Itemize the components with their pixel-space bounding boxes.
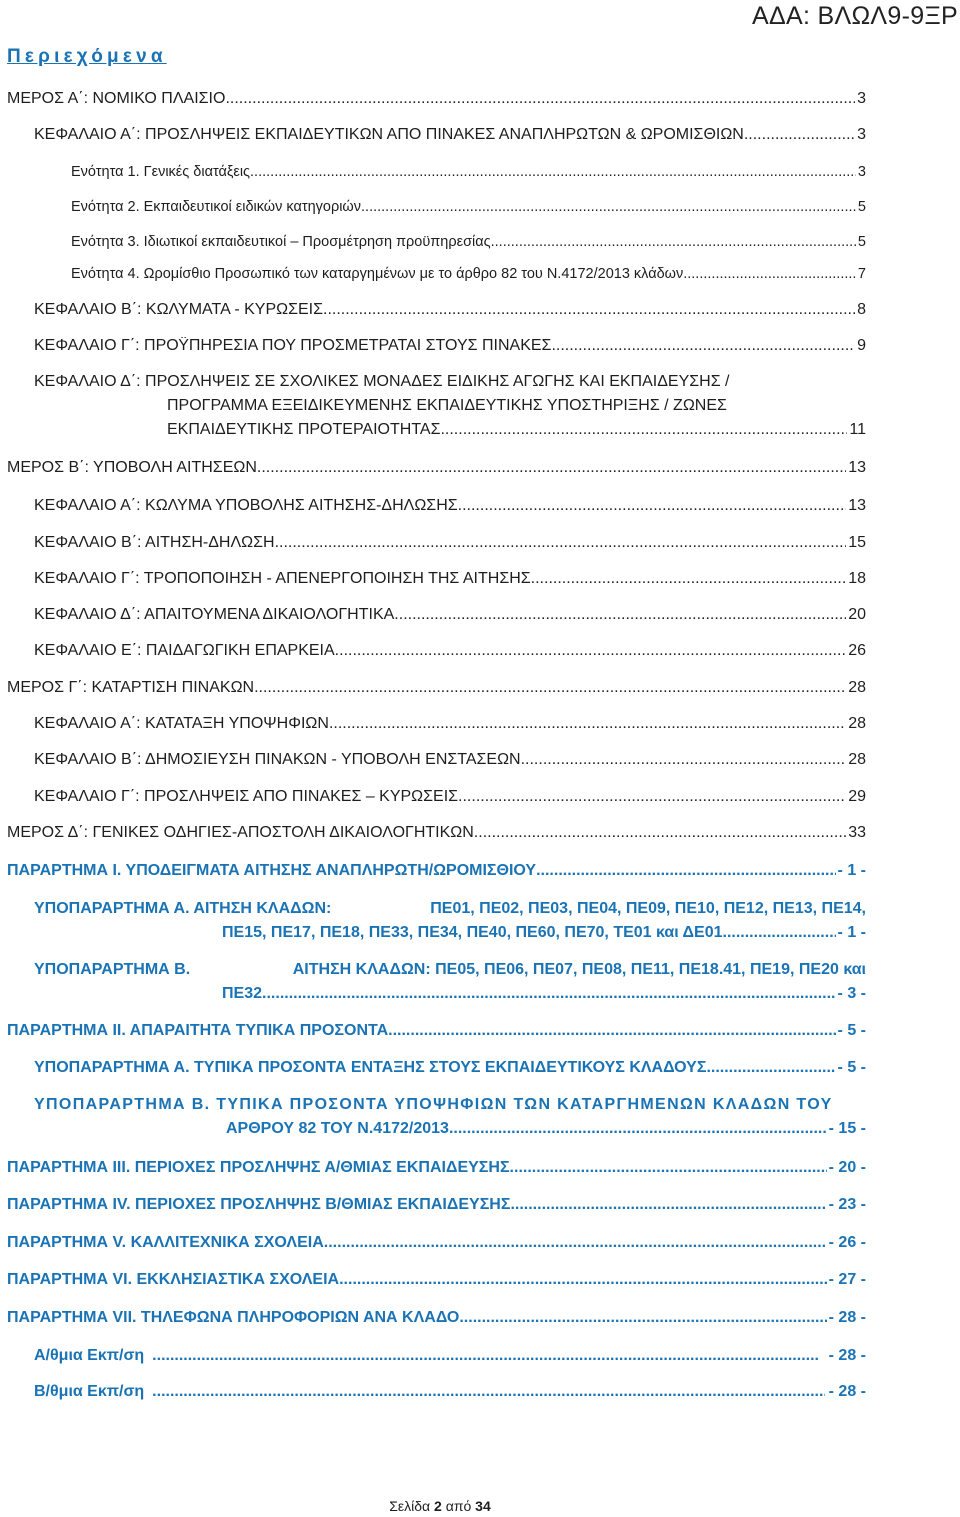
ada-code: ΑΔΑ: ΒΛΩΛ9-9ΞΡ [752, 2, 958, 30]
toc-title: Περιεχόμενα [7, 46, 167, 67]
toc-sub-appendix-multiline[interactable]: ΥΠΟΠΑΡΑΡΤΗΜΑ Α. ΑΙΤΗΣΗ ΚΛΑΔΩΝ: ΠΕ01, ΠΕ02, ΠΕ03, ΠΕ04, ΠΕ09, ΠΕ10, ΠΕ12, ΠΕ13, ΠΕ14, ΠΕ15, ΠΕ17, ΠΕ18, ΠΕ33, ΠΕ34, ΠΕ40, ΠΕ60, ΠΕ70, ΤΕ01 και ΔΕ01 ..... - 1 - [34, 900, 866, 946]
toc-entry[interactable]: Ενότητα 2. Εκπαιδευτικοί ειδικών κατηγοριών ..... 5 [71, 199, 866, 215]
toc-entry[interactable]: ΚΕΦΑΛΑΙΟ Α΄: ΚΑΤΑΤΑΞΗ ΥΠΟΨΗΦΙΩΝ ..... 28 [34, 715, 866, 733]
toc-sub-appendix-multiline[interactable]: ΥΠΟΠΑΡΑΡΤΗΜΑ Β. ΤΥΠΙΚΑ ΠΡΟΣΟΝΤΑ ΥΠΟΨΗΦΙΩΝ ΤΩΝ ΚΑΤΑΡΓΗΜΕΝΩΝ ΚΛΑΔΩΝ ΤΟΥ ΑΡΘΡΟΥ 82 ΤΟΥ Ν.4172/2013. ..... - 15 - [34, 1096, 866, 1142]
toc-entry[interactable]: Ενότητα 4. Ωρομίσθιο Προσωπικό των καταργημένων με το άρθρο 82 του Ν.4172/2013 κλάδων ..... 7 [71, 266, 866, 282]
toc-appendix[interactable]: ΠΑΡΑΡΤΗΜΑ VII. ΤΗΛΕΦΩΝΑ ΠΛΗΡΟΦΟΡΙΩΝ ΑΝΑ ΚΛΑΔΟ ..... - 28 - [7, 1309, 866, 1327]
toc-entry[interactable]: ΚΕΦΑΛΑΙΟ Γ΄: ΤΡΟΠΟΠΟΙΗΣΗ - ΑΠΕΝΕΡΓΟΠΟΙΗΣΗ ΤΗΣ ΑΙΤΗΣΗΣ ..... 18 [34, 570, 866, 588]
toc-entry[interactable]: ΜΕΡΟΣ Α΄: ΝΟΜΙΚΟ ΠΛΑΙΣΙΟ ..... 3 [7, 90, 866, 108]
toc-entry[interactable]: ΚΕΦΑΛΑΙΟ Δ΄: ΑΠΑΙΤΟΥΜΕΝΑ ΔΙΚΑΙΟΛΟΓΗΤΙΚΑ ..... 20 [34, 606, 866, 624]
toc-entry[interactable]: ΜΕΡΟΣ Δ΄: ΓΕΝΙΚΕΣ ΟΔΗΓΙΕΣ-ΑΠΟΣΤΟΛΗ ΔΙΚΑΙΟΛΟΓΗΤΙΚΩΝ ..... 33 [7, 824, 866, 842]
toc-appendix[interactable]: ΠΑΡΑΡΤΗΜΑ VI. ΕΚΚΛΗΣΙΑΣΤΙΚΑ ΣΧΟΛΕΙΑ ..... - 27 - [7, 1271, 866, 1289]
toc-appendix[interactable]: ΠΑΡΑΡΤΗΜΑ ΙΙ. ΑΠΑΡΑΙΤΗΤΑ ΤΥΠΙΚΑ ΠΡΟΣΟΝΤΑ ..... - 5 - [7, 1022, 866, 1040]
toc-entry[interactable]: ΚΕΦΑΛΑΙΟ Β΄: ΔΗΜΟΣΙΕΥΣΗ ΠΙΝΑΚΩΝ - ΥΠΟΒΟΛΗ ΕΝΣΤΑΣΕΩΝ ..... 28 [34, 751, 866, 769]
toc-sub-appendix[interactable]: Α/θμια Εκπ/ση ..... - 28 - [34, 1347, 866, 1365]
toc-entry[interactable]: Ενότητα 3. Ιδιωτικοί εκπαιδευτικοί – Προσμέτρηση προϋπηρεσίας ..... 5 [71, 234, 866, 250]
toc-entry[interactable]: ΚΕΦΑΛΑΙΟ Α΄: ΚΩΛΥΜΑ ΥΠΟΒΟΛΗΣ ΑΙΤΗΣΗΣ-ΔΗΛΩΣΗΣ ..... 13 [34, 497, 866, 515]
toc-entry[interactable]: ΚΕΦΑΛΑΙΟ Γ΄: ΠΡΟΫΠΗΡΕΣΙΑ ΠΟΥ ΠΡΟΣΜΕΤΡΑΤΑΙ ΣΤΟΥΣ ΠΙΝΑΚΕΣ ..... 9 [34, 337, 866, 355]
toc-appendix[interactable]: ΠΑΡΑΡΤΗΜΑ ΙV. ΠΕΡΙΟΧΕΣ ΠΡΟΣΛΗΨΗΣ Β/ΘΜΙΑΣ ΕΚΠΑΙΔΕΥΣΗΣ ..... - 23 - [7, 1196, 866, 1214]
toc-appendix[interactable]: ΠΑΡΑΡΤΗΜΑ V. ΚΑΛΛΙΤΕΧΝΙΚΑ ΣΧΟΛΕΙΑ ..... - 26 - [7, 1234, 866, 1252]
toc-entry[interactable]: Ενότητα 1. Γενικές διατάξεις ..... 3 [71, 164, 866, 180]
toc-entry[interactable]: ΜΕΡΟΣ Γ΄: ΚΑΤΑΡΤΙΣΗ ΠΙΝΑΚΩΝ ..... 28 [7, 679, 866, 697]
toc-appendix[interactable]: ΠΑΡΑΡΤΗΜΑ ΙΙΙ. ΠΕΡΙΟΧΕΣ ΠΡΟΣΛΗΨΗΣ Α/ΘΜΙΑΣ ΕΚΠΑΙΔΕΥΣΗΣ ..... - 20 - [7, 1159, 866, 1177]
toc-entry-multiline[interactable]: ΚΕΦΑΛΑΙΟ Δ΄: ΠΡΟΣΛΗΨΕΙΣ ΣΕ ΣΧΟΛΙΚΕΣ ΜΟΝΑΔΕΣ ΕΙΔΙΚΗΣ ΑΓΩΓΗΣ ΚΑΙ ΕΚΠΑΙΔΕΥΣΗΣ / ΠΡΟΓΡΑΜΜΑ ΕΞΕΙΔΙΚΕΥΜΕΝΗΣ ΕΚΠΑΙΔΕΥΤΙΚΗΣ ΥΠΟΣΤΗΡΙΞΗΣ / ΖΩΝΕΣ ΕΚΠΑΙΔΕΥΤΙΚΗΣ ΠΡΟΤΕΡΑΙΟΤΗΤΑΣ ..... 11 [34, 373, 866, 443]
page-footer: Σελίδα 2 από 34 [389, 1498, 491, 1514]
toc-sub-appendix[interactable]: ΥΠΟΠΑΡΑΡΤΗΜΑ Α. ΤΥΠΙΚΑ ΠΡΟΣΟΝΤΑ ΕΝΤΑΞΗΣ ΣΤΟΥΣ ΕΚΠΑΙΔΕΥΤΙΚΟΥΣ ΚΛΑΔΟΥΣ ..... - 5 - [34, 1059, 866, 1077]
toc-entry[interactable]: ΜΕΡΟΣ Β΄: ΥΠΟΒΟΛΗ ΑΙΤΗΣΕΩΝ ..... 13 [7, 459, 866, 477]
toc-entry[interactable]: ΚΕΦΑΛΑΙΟ Α΄: ΠΡΟΣΛΗΨΕΙΣ ΕΚΠΑΙΔΕΥΤΙΚΩΝ ΑΠΟ ΠΙΝΑΚΕΣ ΑΝΑΠΛΗΡΩΤΩΝ & ΩΡΟΜΙΣΘΙΩΝ ..... 3 [34, 126, 866, 144]
toc-entry[interactable]: ΚΕΦΑΛΑΙΟ Ε΄: ΠΑΙΔΑΓΩΓΙΚΗ ΕΠΑΡΚΕΙΑ ..... 26 [34, 642, 866, 660]
toc-sub-appendix-multiline[interactable]: ΥΠΟΠΑΡΑΡΤΗΜΑ Β. ΑΙΤΗΣΗ ΚΛΑΔΩΝ: ΠΕ05, ΠΕ06, ΠΕ07, ΠΕ08, ΠΕ11, ΠΕ18.41, ΠΕ19, ΠΕ20 και ΠΕ32 ..... - 3 - [34, 961, 866, 1007]
toc-entry[interactable]: ΚΕΦΑΛΑΙΟ Β΄: ΚΩΛΥΜΑΤΑ - ΚΥΡΩΣΕΙΣ ..... 8 [34, 301, 866, 319]
toc-sub-appendix[interactable]: Β/θμια Εκπ/ση ..... - 28 - [34, 1383, 866, 1401]
toc-appendix[interactable]: ΠΑΡΑΡΤΗΜΑ Ι. ΥΠΟΔΕΙΓΜΑΤΑ ΑΙΤΗΣΗΣ ΑΝΑΠΛΗΡΩΤΗ/ΩΡΟΜΙΣΘΙΟΥ ..... - 1 - [7, 862, 866, 880]
toc-entry[interactable]: ΚΕΦΑΛΑΙΟ Β΄: ΑΙΤΗΣΗ-ΔΗΛΩΣΗ ..... 15 [34, 534, 866, 552]
toc-entry[interactable]: ΚΕΦΑΛΑΙΟ Γ΄: ΠΡΟΣΛΗΨΕΙΣ ΑΠΟ ΠΙΝΑΚΕΣ – ΚΥΡΩΣΕΙΣ ..... 29 [34, 788, 866, 806]
